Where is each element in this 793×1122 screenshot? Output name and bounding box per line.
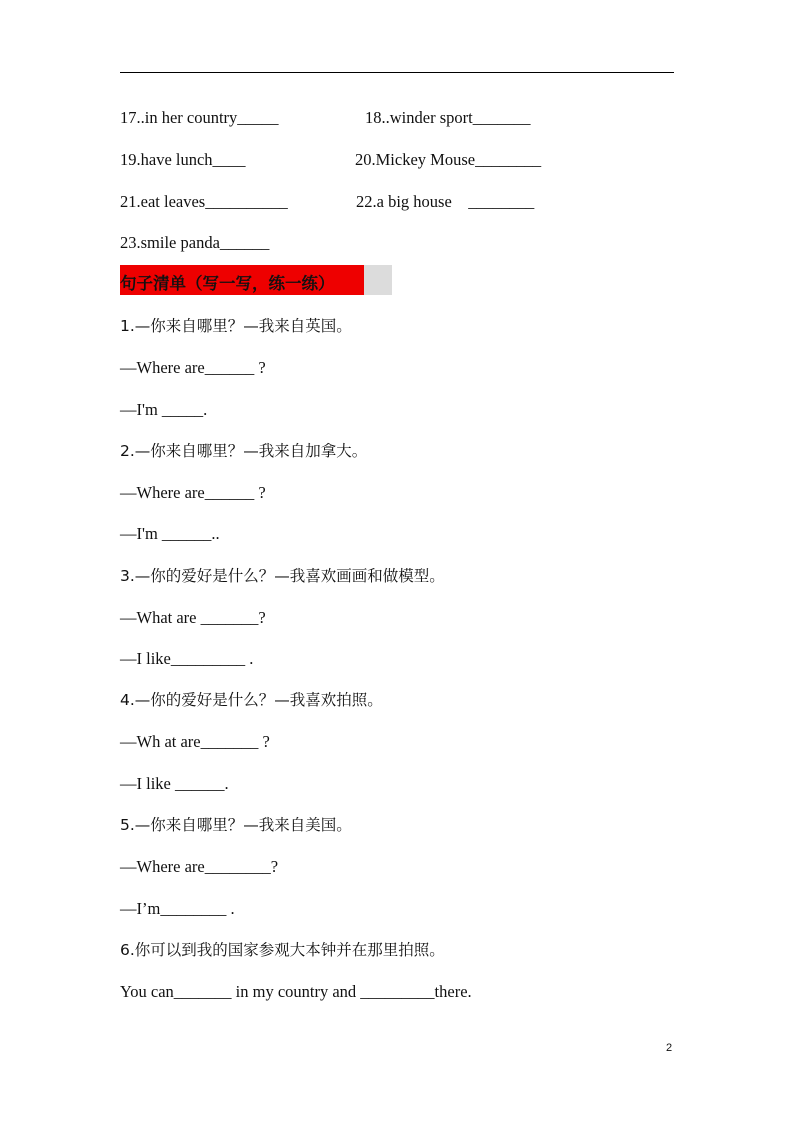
exercise-3-question: —What are _______? xyxy=(120,608,266,627)
exercise-1-prompt: 1.—你来自哪里？—我来自英国。 xyxy=(120,317,352,335)
vocab-item-18: 18..winder sport_______ xyxy=(365,108,531,127)
exercise-4-prompt: 4.—你的爱好是什么？—我喜欢拍照。 xyxy=(120,691,383,709)
exercise-5-prompt: 5.—你来自哪里？—我来自美国。 xyxy=(120,816,352,834)
exercise-2-question: —Where are______ ? xyxy=(120,483,266,502)
exercise-5-question: —Where are________? xyxy=(120,857,279,876)
exercise-4-answer: —I like ______. xyxy=(120,774,229,793)
exercise-2-prompt: 2.—你来自哪里？—我来自加拿大。 xyxy=(120,442,368,460)
exercise-5-answer: —I’m________ . xyxy=(120,899,235,918)
exercise-3-answer: —I like_________ . xyxy=(120,649,254,668)
exercise-6-sentence: You can_______ in my country and _________there. xyxy=(120,982,472,1001)
header-rule xyxy=(120,72,674,73)
exercise-3-prompt: 3.—你的爱好是什么？—我喜欢画画和做模型。 xyxy=(120,567,445,585)
exercise-6-prompt: 6.你可以到我的国家参观大本钟并在那里拍照。 xyxy=(120,941,445,959)
vocab-item-20: 20.Mickey Mouse________ xyxy=(355,150,542,169)
vocab-item-21: 21.eat leaves__________ xyxy=(120,192,288,211)
section-heading-box xyxy=(120,265,392,295)
vocab-item-22: 22.a big house ________ xyxy=(356,192,535,211)
exercise-4-question: —Wh at are_______ ? xyxy=(120,732,270,751)
exercise-1-answer: —I'm _____. xyxy=(120,400,208,419)
vocab-item-17: 17..in her country_____ xyxy=(120,108,279,127)
page-number: 2 xyxy=(666,1042,673,1054)
exercise-1-question: —Where are______ ? xyxy=(120,358,266,377)
vocab-item-23: 23.smile panda______ xyxy=(120,233,270,252)
vocab-item-19: 19.have lunch____ xyxy=(120,150,246,169)
section-heading: 句子清单（写一写，练一练） xyxy=(120,274,335,293)
exercise-2-answer: —I'm ______.. xyxy=(120,524,220,543)
